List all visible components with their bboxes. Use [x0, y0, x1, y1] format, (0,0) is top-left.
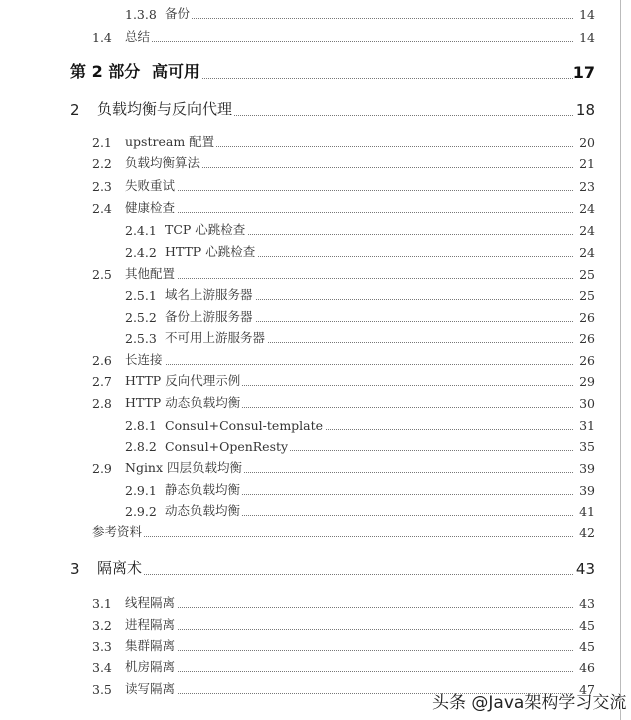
- toc-entry-title: 进程隔离: [125, 617, 176, 632]
- toc-entry[interactable]: [0, 413, 595, 433]
- toc-entry-number: 2.4: [92, 201, 112, 216]
- toc-entry-number: 3.5: [92, 682, 112, 697]
- toc-entry-title: 参考资料: [92, 524, 143, 539]
- toc-entry[interactable]: [0, 2, 595, 22]
- toc-entry[interactable]: [0, 196, 595, 216]
- toc-entry[interactable]: [0, 151, 595, 171]
- toc-entry[interactable]: [0, 25, 595, 45]
- toc-entry-title: 高可用: [152, 59, 202, 82]
- toc-entry-page: 41: [579, 504, 595, 519]
- toc-entry-number: 1.3.8: [125, 7, 157, 22]
- toc-entry-number: 2.7: [92, 374, 112, 389]
- toc-entry-number: 2.4.1: [125, 223, 157, 238]
- toc-entry-page: 20: [579, 135, 595, 150]
- toc-entry-page: 39: [579, 461, 595, 476]
- toc-entry-title: 长连接: [125, 352, 163, 367]
- toc-entry[interactable]: [0, 326, 595, 346]
- toc-entry-page: 29: [579, 374, 595, 389]
- toc-entry-page: 23: [579, 179, 595, 194]
- toc-entry-title: 备份上游服务器: [165, 309, 253, 324]
- toc-entry-number: 2.5.1: [125, 288, 157, 303]
- toc-entry-title: Consul+Consul-template: [165, 418, 324, 433]
- toc-entry-number: 3.3: [92, 639, 112, 654]
- toc-entry-page: 31: [579, 418, 595, 433]
- toc-entry-title: 线程隔离: [125, 595, 176, 610]
- toc-entry-title: 动态负载均衡: [165, 503, 241, 518]
- toc-entry[interactable]: [0, 391, 595, 411]
- toc-entry-number: 2.8.2: [125, 439, 157, 454]
- toc-entry-title: 不可用上游服务器: [165, 330, 266, 345]
- toc-entry[interactable]: [0, 99, 595, 119]
- toc-entry-number: 2: [70, 101, 80, 119]
- toc-entry-title: 静态负载均衡: [165, 482, 241, 497]
- toc-entry-page: 43: [579, 596, 595, 611]
- toc-entry[interactable]: [0, 655, 595, 675]
- toc-entry-title: TCP 心跳检查: [165, 222, 246, 237]
- toc-entry[interactable]: [0, 174, 595, 194]
- toc-entry[interactable]: [0, 305, 595, 325]
- toc-entry-page: 39: [579, 483, 595, 498]
- toc-entry-title: 机房隔离: [125, 659, 176, 674]
- toc-entry-number: 2.4.2: [125, 245, 157, 260]
- dot-leader: [125, 278, 573, 279]
- toc-entry-number: 2.9: [92, 461, 112, 476]
- toc-entry-number: 2.8.1: [125, 418, 157, 433]
- toc-entry-page: 35: [579, 439, 595, 454]
- toc-entry-page: 24: [579, 223, 595, 238]
- toc-entry-number: 3.1: [92, 596, 112, 611]
- toc-entry-page: 25: [579, 288, 595, 303]
- watermark: 头条 @Java架构学习交流: [432, 693, 627, 713]
- toc-entry-number: 2.8: [92, 396, 112, 411]
- toc-entry-number: 1.4: [92, 30, 112, 45]
- toc-entry-title: 健康检查: [125, 200, 176, 215]
- toc-entry-number: 2.2: [92, 156, 112, 171]
- dot-leader: [125, 650, 573, 651]
- toc-entry-title: 总结: [125, 29, 151, 44]
- toc-entry[interactable]: [0, 348, 595, 368]
- dot-leader: [125, 364, 573, 365]
- toc-entry-title: 负载均衡算法: [125, 155, 201, 170]
- toc-entry[interactable]: [0, 634, 595, 654]
- toc-entry-title: HTTP 反向代理示例: [125, 373, 241, 388]
- toc-entry-number: 第 2 部分: [70, 62, 141, 81]
- dot-leader: [125, 671, 573, 672]
- toc-entry-number: 2.5: [92, 267, 112, 282]
- toc-entry[interactable]: [0, 591, 595, 611]
- toc-entry-number: 2.5.2: [125, 310, 157, 325]
- toc-entry[interactable]: [0, 520, 595, 540]
- toc-entry-number: 3: [70, 560, 80, 578]
- toc-entry[interactable]: [0, 456, 595, 476]
- dot-leader: [125, 629, 573, 630]
- dot-leader: [125, 41, 573, 42]
- dot-leader: [152, 78, 573, 79]
- toc-entry[interactable]: [0, 478, 595, 498]
- toc-entry-page: 17: [572, 63, 595, 82]
- toc-entry-page: 26: [579, 310, 595, 325]
- dot-leader: [125, 190, 573, 191]
- toc-entry-title: 集群隔离: [125, 638, 176, 653]
- toc-entry-number: 2.1: [92, 135, 112, 150]
- toc-entry[interactable]: [0, 283, 595, 303]
- toc-entry-title: HTTP 动态负载均衡: [125, 395, 241, 410]
- toc-entry-page: 18: [575, 101, 595, 119]
- toc-entry-title: 失败重试: [125, 178, 176, 193]
- dot-leader: [92, 536, 573, 537]
- toc-entry-title: 域名上游服务器: [165, 287, 253, 302]
- toc-entry-page: 24: [579, 245, 595, 260]
- toc-entry-title: upstream 配置: [125, 134, 215, 149]
- toc-entry-title: HTTP 心跳检查: [165, 244, 256, 259]
- toc-entry-title: Nginx 四层负载均衡: [125, 460, 243, 475]
- dot-leader: [125, 607, 573, 608]
- toc-entry-page: 26: [579, 331, 595, 346]
- toc-entry-title: 负载均衡与反向代理: [97, 100, 233, 118]
- toc-entry-page: 30: [579, 396, 595, 411]
- toc-entry[interactable]: [0, 434, 595, 454]
- toc-entry-page: 43: [575, 560, 595, 578]
- toc-entry-page: 14: [579, 7, 595, 22]
- toc-entry-page: 45: [579, 618, 595, 633]
- toc-entry[interactable]: [0, 240, 595, 260]
- toc-entry-number: 2.9.2: [125, 504, 157, 519]
- dot-leader: [165, 18, 573, 19]
- toc-entry-page: 26: [579, 353, 595, 368]
- toc-entry-number: 2.9.1: [125, 483, 157, 498]
- toc-entry[interactable]: [0, 262, 595, 282]
- toc-entry-number: 2.5.3: [125, 331, 157, 346]
- toc-entry-page: 24: [579, 201, 595, 216]
- toc-entry-number: 3.4: [92, 660, 112, 675]
- toc-entry[interactable]: [0, 218, 595, 238]
- toc-entry-title: Consul+OpenResty: [165, 439, 289, 454]
- toc-entry[interactable]: [0, 369, 595, 389]
- toc-entry[interactable]: [0, 62, 595, 82]
- toc-entry-page: 21: [579, 156, 595, 171]
- toc-entry-page: 45: [579, 639, 595, 654]
- page-border: [620, 0, 621, 720]
- toc-entry[interactable]: [0, 499, 595, 519]
- toc-entry-title: 隔离术: [97, 559, 143, 577]
- toc-entry-page: 47: [579, 682, 595, 697]
- toc-entry-page: 25: [579, 267, 595, 282]
- toc-entry-title: 其他配置: [125, 266, 176, 281]
- toc-entry-title: 读写隔离: [125, 681, 176, 696]
- toc-entry-title: 备份: [165, 6, 191, 21]
- dot-leader: [125, 212, 573, 213]
- toc-entry-number: 2.6: [92, 353, 112, 368]
- toc-entry-page: 42: [579, 525, 595, 540]
- toc-entry-number: 3.2: [92, 618, 112, 633]
- toc-entry-page: 14: [579, 30, 595, 45]
- toc-entry[interactable]: [0, 130, 595, 150]
- toc-entry[interactable]: [0, 558, 595, 578]
- toc-entry-page: 46: [579, 660, 595, 675]
- dot-leader: [97, 574, 573, 575]
- toc-entry-number: 2.3: [92, 179, 112, 194]
- toc-entry[interactable]: [0, 613, 595, 633]
